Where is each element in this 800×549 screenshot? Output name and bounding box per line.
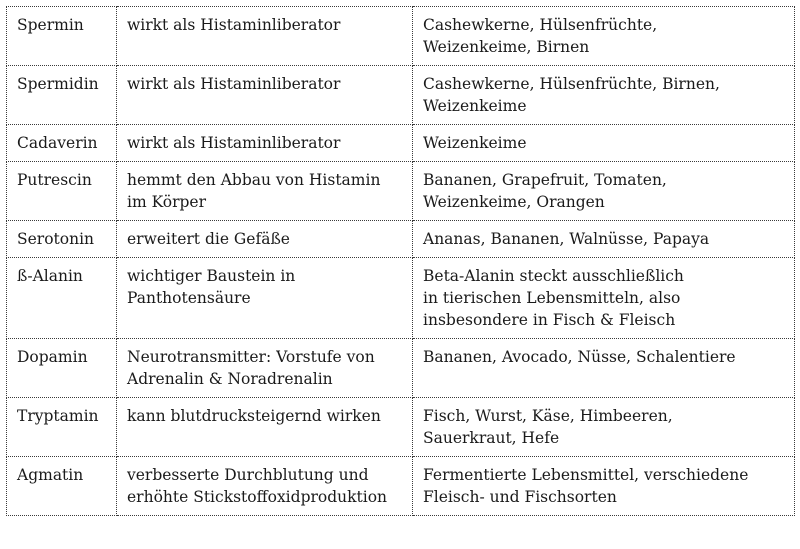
table-row [7,339,795,398]
substance-cell: Spermin [7,7,117,66]
foods-cell [413,125,795,162]
foods-cell [413,221,795,258]
foods-line: Cashewkerne, Hülsenfrüchte, [423,16,658,34]
foods-line: Cashewkerne, Hülsenfrüchte, Birnen, [423,75,720,93]
table-row [7,162,795,221]
foods-cell [413,162,795,221]
foods-line: Ananas, Bananen, Walnüsse, Papaya [423,230,710,248]
table-row [7,66,795,125]
effect-line: wirkt als Histaminliberator [127,134,341,152]
foods-line: Bananen, Grapefruit, Tomaten, [423,171,667,189]
foods-line: Fermentierte Lebensmittel, verschiedene [423,466,749,484]
foods-line: insbesondere in Fisch & Fleisch [423,311,676,329]
foods-line: Weizenkeime, Birnen [423,38,590,56]
foods-cell [413,66,795,125]
foods-line: Fleisch- und Fischsorten [423,488,617,506]
effect-line: hemmt den Abbau von Histamin [127,171,381,189]
effect-line: wichtiger Baustein in [127,267,296,285]
foods-cell [413,457,795,516]
effect-cell [117,125,413,162]
foods-line: Beta-Alanin steckt ausschließlich [423,267,684,285]
effect-cell [117,398,413,457]
foods-line: in tierischen Lebensmitteln, also [423,289,681,307]
table-body [7,7,795,516]
substance-cell: Dopamin [7,339,117,398]
effect-line: verbesserte Durchblutung und [127,466,369,484]
effect-cell [117,339,413,398]
effect-line: im Körper [127,193,206,211]
substance-cell: Putrescin [7,162,117,221]
effect-line: wirkt als Histaminliberator [127,75,341,93]
substance-cell: Tryptamin [7,398,117,457]
biogenic-amines-table [6,6,795,516]
effect-line: wirkt als Histaminliberator [127,16,341,34]
effect-line: Adrenalin & Noradrenalin [127,370,333,388]
effect-line: Neurotransmitter: Vorstufe von [127,348,375,366]
foods-line: Fisch, Wurst, Käse, Himbeeren, [423,407,673,425]
substance-cell: ß-Alanin [7,258,117,339]
table-row [7,398,795,457]
substance-cell: Serotonin [7,221,117,258]
effect-cell [117,258,413,339]
effect-cell [117,7,413,66]
foods-line: Sauerkraut, Hefe [423,429,560,447]
table-row [7,221,795,258]
effect-cell [117,221,413,258]
effect-cell [117,66,413,125]
foods-cell [413,339,795,398]
table-row [7,457,795,516]
foods-cell [413,7,795,66]
table-row [7,7,795,66]
substance-cell: Cadaverin [7,125,117,162]
foods-line: Weizenkeime, Orangen [423,193,605,211]
effect-line: erhöhte Stickstoffoxidproduktion [127,488,388,506]
effect-cell [117,457,413,516]
substance-cell: Spermidin [7,66,117,125]
foods-line: Weizenkeime [423,97,527,115]
table-row [7,125,795,162]
effect-line: erweitert die Gefäße [127,230,290,248]
foods-line: Weizenkeime [423,134,527,152]
effect-cell [117,162,413,221]
foods-cell [413,398,795,457]
substance-cell: Agmatin [7,457,117,516]
effect-line: Panthotensäure [127,289,251,307]
foods-cell [413,258,795,339]
table-row [7,258,795,339]
effect-line: kann blutdrucksteigernd wirken [127,407,381,425]
foods-line: Bananen, Avocado, Nüsse, Schalentiere [423,348,736,366]
